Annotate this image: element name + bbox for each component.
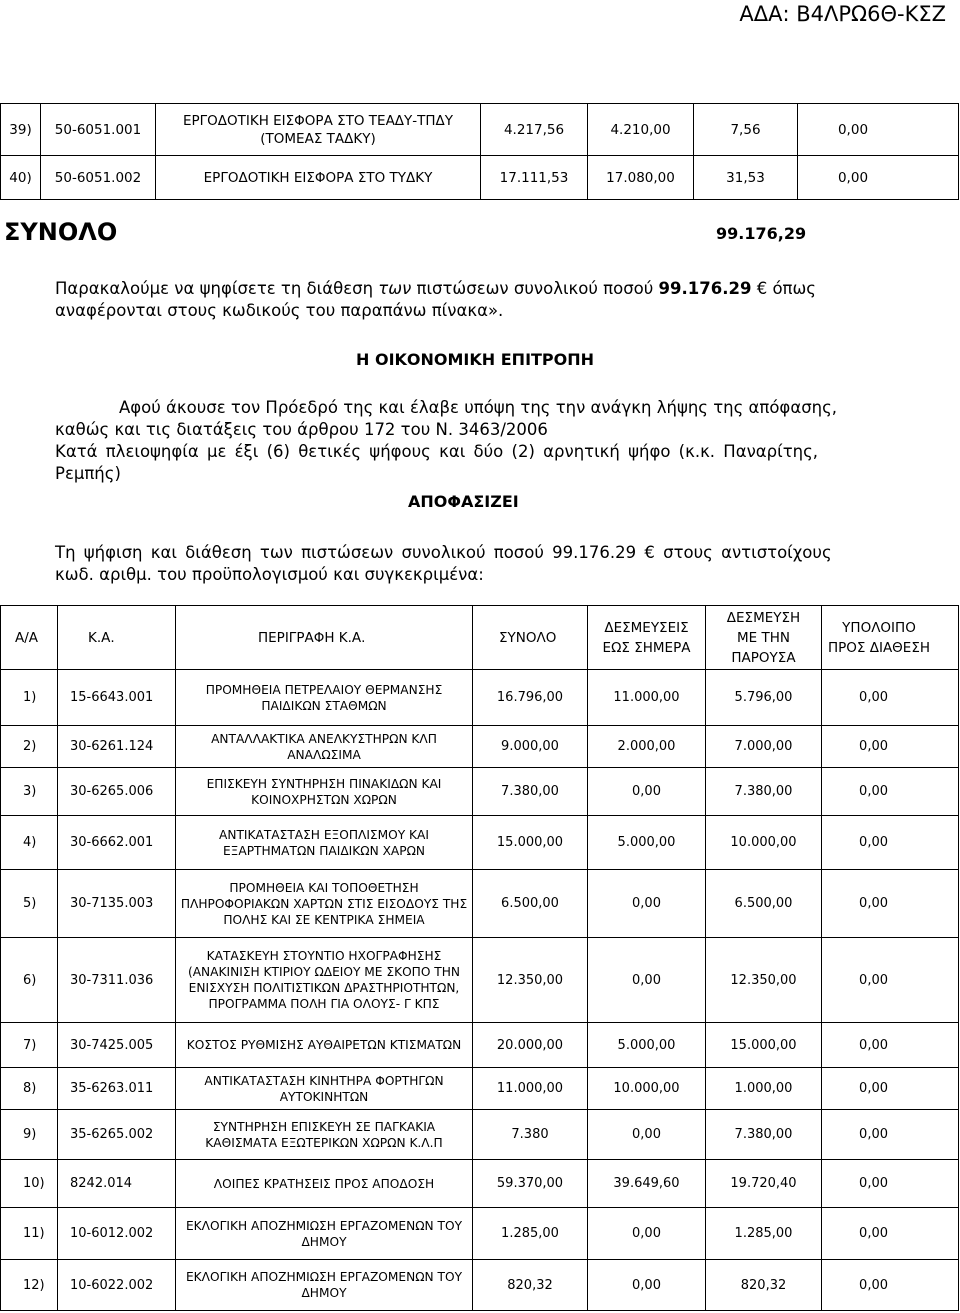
table-row [1,938,959,1023]
row-total: 9.000,00 [473,726,588,768]
table-row [1,104,959,156]
table-row [1,768,959,816]
row-remaining: 0,00 [798,156,959,200]
header-committed: ΔΕΣΜΕΥΣΕΙΣ ΕΩΣ ΣΗΜΕΡΑ [588,606,706,670]
allocation-rows-table [0,669,959,1311]
row-remaining: 0,00 [822,816,959,870]
row-total: 820,32 [473,1260,588,1311]
row-current: 7.380,00 [706,768,822,816]
header-ka: Κ.Α. [58,606,176,670]
row-current: 15.000,00 [706,1023,822,1068]
row-code: 30-6261.124 [58,726,176,768]
row-current: 6.500,00 [706,870,822,938]
row-current: 31,53 [694,156,798,200]
euro-icon: € [756,279,768,298]
row-description: ΣΥΝΤΗΡΗΣΗ ΕΠΙΣΚΕΥΗ ΣΕ ΠΑΓΚΑΚΙΑ ΚΑΘΙΣΜΑΤΑ ΕΞΩΤΕΡΙΚΩΝ ΧΩΡΩΝ Κ.Λ.Π [176,1110,473,1160]
row-total: 20.000,00 [473,1023,588,1068]
row-description: ΠΡΟΜΗΘΕΙΑ ΚΑΙ ΤΟΠΟΘΕΤΗΣΗ ΠΛΗΡΟΦΟΡΙΑΚΩΝ ΧΑΡΤΩΝ ΣΤΙΣ ΕΙΣΟΔΟΥΣ ΤΗΣ ΠΟΛΗΣ ΚΑΙ ΣΕ ΚΕΝΤΡΙΚΑ ΣΗΜΕΙΑ [176,870,473,938]
row-total: 7.380,00 [473,768,588,816]
row-code: 50-6051.001 [41,104,156,156]
table-row [1,1160,959,1208]
row-committed: 39.649,60 [588,1160,706,1208]
row-committed: 0,00 [588,1208,706,1260]
row-committed: 5.000,00 [588,816,706,870]
previous-total-value: 99.176,29 [716,224,807,243]
row-code: 50-6051.002 [41,156,156,200]
euro-icon: € [644,543,655,562]
row-description: ΚΑΤΑΣΚΕΥΗ ΣΤΟΥΝΤΙΟ ΗΧΟΓΡΑΦΗΣΗΣ (ΑΝΑΚΙΝΙΣΗ ΚΤΙΡΙΟΥ ΩΔΕΙΟΥ ΜΕ ΣΚΟΠΟ ΤΗΝ ΕΝΙΣΧΥΣΗ ΠΟΛΙΤΙΣΤΙΚΩΝ ΔΡΑΣΤΗΡΙΟΤΗΤΩΝ, ΠΡΟΓΡΑΜΜΑ ΠΟΛΗ ΓΙΑ ΟΛΟΥΣ- Γ ΚΠΣ [176,938,473,1023]
row-remaining: 0,00 [798,104,959,156]
row-number: 1) [1,670,58,726]
row-remaining: 0,00 [822,1023,959,1068]
table-row [1,670,959,726]
row-code: 35-6263.011 [58,1068,176,1110]
row-code: 10-6022.002 [58,1260,176,1311]
row-committed: 11.000,00 [588,670,706,726]
row-code: 30-7135.003 [58,870,176,938]
row-description: ΑΝΤΙΚΑΤΑΣΤΑΣΗ ΚΙΝΗΤΗΡΑ ΦΟΡΤΗΓΩΝ ΑΥΤΟΚΙΝΗΤΩΝ [176,1068,473,1110]
row-total: 4.217,56 [481,104,588,156]
header-current: ΔΕΣΜΕΥΣΗ ΜΕ ΤΗΝ ΠΑΡΟΥΣΑ [706,606,822,670]
row-remaining: 0,00 [822,768,959,816]
row-code: 30-6662.001 [58,816,176,870]
allocation-table [0,605,959,670]
row-description: ΕΚΛΟΓΙΚΗ ΑΠΟΖΗΜΙΩΣΗ ΕΡΓΑΖΟΜΕΝΩΝ ΤΟΥ ΔΗΜΟΥ [176,1260,473,1311]
row-committed: 0,00 [588,768,706,816]
row-number: 39) [1,104,41,156]
row-committed: 4.210,00 [588,104,694,156]
row-remaining: 0,00 [822,670,959,726]
table-row [1,156,959,200]
row-current: 820,32 [706,1260,822,1311]
row-number: 9) [1,1110,58,1160]
row-total: 16.796,00 [473,670,588,726]
row-number: 2) [1,726,58,768]
committee-title: Η ΟΙΚΟΝΟΜΙΚΗ ΕΠΙΤΡΟΠΗ [356,350,595,369]
row-code: 35-6265.002 [58,1110,176,1160]
row-code: 30-7425.005 [58,1023,176,1068]
row-number: 11) [1,1208,58,1260]
header-aa: Α/Α [1,606,58,670]
row-committed: 17.080,00 [588,156,694,200]
row-number: 5) [1,870,58,938]
row-total: 12.350,00 [473,938,588,1023]
row-description: ΑΝΤΑΛΛΑΚΤΙΚΑ ΑΝΕΛΚΥΣΤΗΡΩΝ ΚΛΠ ΑΝΑΛΩΣΙΜΑ [176,726,473,768]
row-remaining: 0,00 [822,870,959,938]
row-remaining: 0,00 [822,1260,959,1311]
row-current: 7,56 [694,104,798,156]
row-number: 6) [1,938,58,1023]
row-remaining: 0,00 [822,1068,959,1110]
header-description: ΠΕΡΙΓΡΑΦΗ Κ.Α. [176,606,473,670]
row-current: 7.380,00 [706,1110,822,1160]
row-total: 17.111,53 [481,156,588,200]
row-description: ΕΡΓΟΔΟΤΙΚΗ ΕΙΣΦΟΡΑ ΣΤΟ ΤΕΑΔΥ-ΤΠΔΥ (ΤΟΜΕΑΣ ΤΑΔΚΥ) [156,104,481,156]
row-total: 6.500,00 [473,870,588,938]
table-header-row [1,606,959,670]
row-current: 5.796,00 [706,670,822,726]
table-row [1,1023,959,1068]
row-total: 1.285,00 [473,1208,588,1260]
row-committed: 10.000,00 [588,1068,706,1110]
row-current: 19.720,40 [706,1160,822,1208]
row-committed: 0,00 [588,1260,706,1311]
row-number: 40) [1,156,41,200]
row-description: ΛΟΙΠΕΣ ΚΡΑΤΗΣΕΙΣ ΠΡΟΣ ΑΠΟΔΟΣΗ [176,1160,473,1208]
row-committed: 5.000,00 [588,1023,706,1068]
row-remaining: 0,00 [822,726,959,768]
row-code: 30-7311.036 [58,938,176,1023]
row-description: ΑΝΤΙΚΑΤΑΣΤΑΣΗ ΕΞΟΠΛΙΣΜΟΥ ΚΑΙ ΕΞΑΡΤΗΜΑΤΩΝ ΠΑΙΔΙΚΩΝ ΧΑΡΩΝ [176,816,473,870]
row-number: 8) [1,1068,58,1110]
row-total: 11.000,00 [473,1068,588,1110]
table-row [1,816,959,870]
table-row [1,1208,959,1260]
row-current: 1.000,00 [706,1068,822,1110]
header-total: ΣΥΝΟΛΟ [473,606,588,670]
row-description: ΕΠΙΣΚΕΥΗ ΣΥΝΤΗΡΗΣΗ ΠΙΝΑΚΙΔΩΝ ΚΑΙ ΚΟΙΝΟΧΡΗΣΤΩΝ ΧΩΡΩΝ [176,768,473,816]
row-description: ΕΡΓΟΔΟΤΙΚΗ ΕΙΣΦΟΡΑ ΣΤΟ ΤΥΔΚΥ [156,156,481,200]
row-total: 59.370,00 [473,1160,588,1208]
row-description: ΕΚΛΟΓΙΚΗ ΑΠΟΖΗΜΙΩΣΗ ΕΡΓΑΖΟΜΕΝΩΝ ΤΟΥ ΔΗΜΟΥ [176,1208,473,1260]
row-number: 10) [1,1160,58,1208]
decision-paragraph: Τη ψήφιση και διάθεση των πιστώσεων συνολικού ποσού 99.176.29 € στους αντιστοίχους κωδ. αριθμ. του προϋπολογισμού και συγκεκριμένα: [55,543,832,584]
row-code: 8242.014 [58,1160,176,1208]
table-row [1,1260,959,1311]
previous-total-label: ΣΥΝΟΛΟ [4,218,118,246]
table-row [1,1068,959,1110]
consideration-paragraph: Αφού άκουσε τον Πρόεδρό της και έλαβε υπόψη της την ανάγκη λήψης της απόφασης, καθώς και τις διατάξεις του άρθρου 172 του Ν. 3463/2006 Κατά πλειοψηφία με έξι (6) θετικές ψήφους και δύο (2) αρνητική ψήφο (κ.κ. Παναρίτης, Ρεμπής) [55,398,838,483]
row-code: 15-6643.001 [58,670,176,726]
row-number: 4) [1,816,58,870]
row-total: 7.380 [473,1110,588,1160]
row-number: 12) [1,1260,58,1311]
row-current: 7.000,00 [706,726,822,768]
row-committed: 2.000,00 [588,726,706,768]
table-row [1,870,959,938]
row-remaining: 0,00 [822,1110,959,1160]
row-committed: 0,00 [588,1110,706,1160]
row-number: 3) [1,768,58,816]
table-row [1,1110,959,1160]
row-code: 10-6012.002 [58,1208,176,1260]
row-current: 12.350,00 [706,938,822,1023]
row-current: 10.000,00 [706,816,822,870]
row-committed: 0,00 [588,870,706,938]
header-remaining: ΥΠΟΛΟΙΠΟ ΠΡΟΣ ΔΙΑΘΕΣΗ [822,606,959,670]
row-description: ΚΟΣΤΟΣ ΡΥΘΜΙΣΗΣ ΑΥΘΑΙΡΕΤΩΝ ΚΤΙΣΜΑΤΩΝ [176,1023,473,1068]
table-row [1,726,959,768]
previous-table [0,103,959,200]
intro-paragraph: Παρακαλούμε να ψηφίσετε τη διάθεση των πιστώσεων συνολικού ποσού 99.176.29 € όπως αναφέρονται στους κωδικούς του παραπάνω πίνακα». [55,279,816,320]
document-id: ΑΔΑ: Β4ΛΡΩ6Θ-ΚΣΖ [739,2,946,26]
row-total: 15.000,00 [473,816,588,870]
row-number: 7) [1,1023,58,1068]
row-remaining: 0,00 [822,1208,959,1260]
decides-heading: ΑΠΟΦΑΣΙΖΕΙ [408,492,519,511]
row-code: 30-6265.006 [58,768,176,816]
row-remaining: 0,00 [822,1160,959,1208]
row-description: ΠΡΟΜΗΘΕΙΑ ΠΕΤΡΕΛΑΙΟΥ ΘΕΡΜΑΝΣΗΣ ΠΑΙΔΙΚΩΝ ΣΤΑΘΜΩΝ [176,670,473,726]
row-remaining: 0,00 [822,938,959,1023]
row-current: 1.285,00 [706,1208,822,1260]
row-committed: 0,00 [588,938,706,1023]
